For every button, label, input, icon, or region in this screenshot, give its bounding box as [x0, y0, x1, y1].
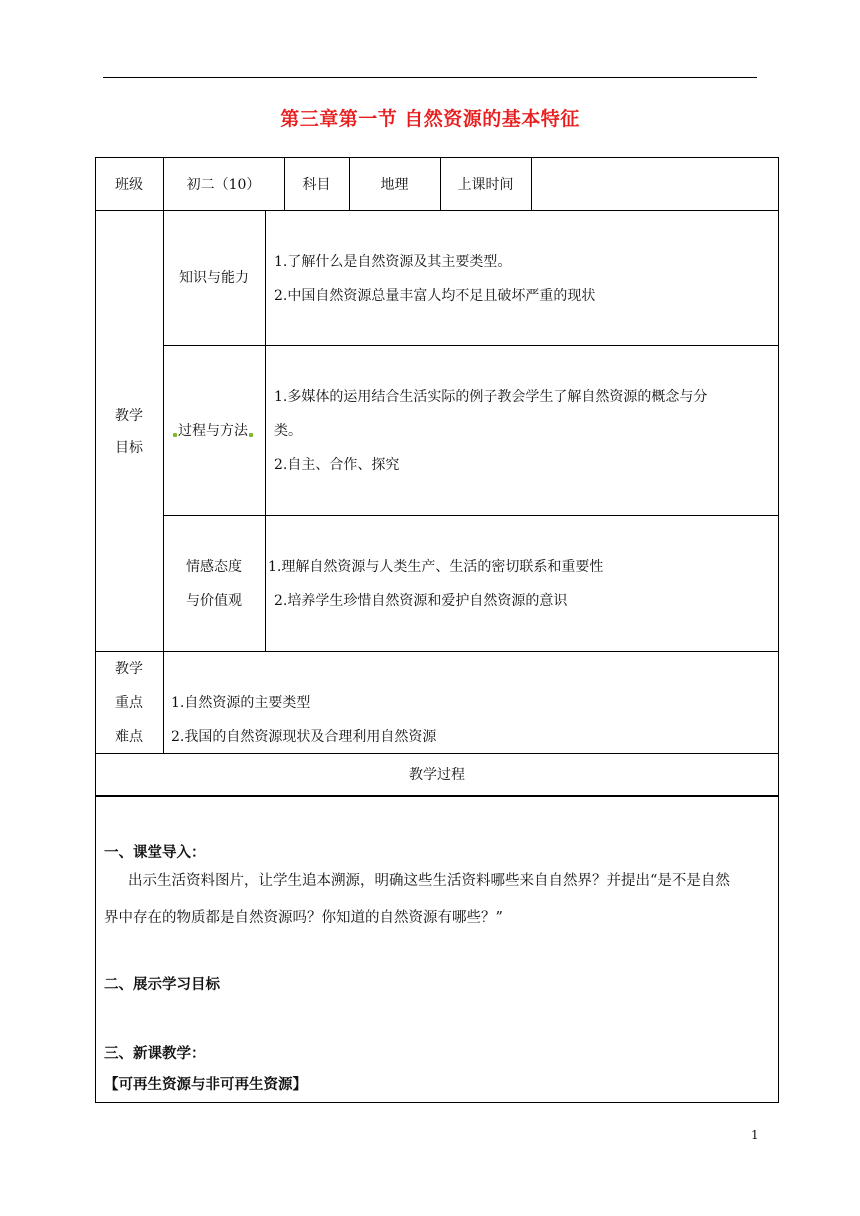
- keypoints-label-line3: 难点: [115, 729, 143, 745]
- header-rule: [103, 77, 757, 78]
- emotion-item-1: 1.理解自然资源与人类生产、生活的密切联系和重要性: [268, 559, 604, 575]
- process-item-1-line-1: 1.多媒体的运用结合生活实际的例子教会学生了解自然资源的概念与分: [274, 389, 708, 405]
- section-1-line-2: 界中存在的物质都是自然资源吗？你知道的自然资源有哪些？”: [104, 910, 503, 926]
- row-divider-info: [95, 210, 779, 211]
- keypoint-item-1: 1.自然资源的主要类型: [171, 695, 311, 711]
- emotion-label-line1: 情感态度: [186, 559, 242, 575]
- emotion-item-2: 2.培养学生珍惜自然资源和爱护自然资源的意识: [274, 593, 568, 609]
- col-divider-objective-sub: [265, 210, 266, 651]
- knowledge-item-2: 2.中国自然资源总量丰富人均不足且破坏严重的现状: [274, 288, 596, 304]
- document-title: 第三章第一节 自然资源的基本特征: [280, 108, 580, 130]
- class-label: 班级: [115, 177, 143, 193]
- process-label: [172, 421, 254, 441]
- keypoint-item-2: 2.我国的自然资源现状及合理利用自然资源: [171, 729, 437, 745]
- row-divider-knowledge: [163, 345, 779, 346]
- process-item-1-line-2: 类。: [274, 423, 302, 439]
- objectives-label-line2: 目标: [115, 440, 143, 456]
- emotion-label-line2: 与价值观: [186, 593, 242, 609]
- process-header: 教学过程: [409, 767, 465, 783]
- row-divider-objectives: [95, 651, 779, 652]
- class-value: 初二（10）: [186, 177, 261, 193]
- keypoints-label-line2: 重点: [115, 695, 143, 711]
- row-divider-process: [163, 515, 779, 516]
- edit-mark-icon: [249, 433, 253, 437]
- process-item-2: 2.自主、合作、探究: [274, 457, 400, 473]
- keypoints-label-line1: 教学: [115, 661, 143, 677]
- edit-mark-icon: [173, 433, 177, 437]
- section-1-title: 一、课堂导入：: [104, 845, 206, 861]
- subject-value: 地理: [380, 177, 409, 193]
- row-divider-keypoints: [95, 753, 779, 754]
- subject-label: 科目: [302, 177, 331, 193]
- subsection-title: 【可再生资源与非可再生资源】: [104, 1077, 307, 1093]
- section-3-title: 三、新课教学：: [104, 1046, 206, 1062]
- knowledge-label: 知识与能力: [179, 270, 249, 286]
- knowledge-item-1: 1.了解什么是自然资源及其主要类型。: [274, 254, 512, 270]
- objectives-label-line1: 教学: [115, 408, 143, 424]
- page-number: 1: [751, 1128, 759, 1142]
- col-divider-label: [163, 157, 164, 753]
- col-divider-time: [531, 157, 532, 210]
- process-label-text: 过程与方法: [178, 423, 248, 439]
- section-2-title: 二、展示学习目标: [104, 977, 220, 993]
- section-1-line-1: 出示生活资料图片，让学生追本溯源，明确这些生活资料哪些来自自然界？并提出“是不是自然: [128, 873, 730, 889]
- time-label: 上课时间: [457, 177, 514, 193]
